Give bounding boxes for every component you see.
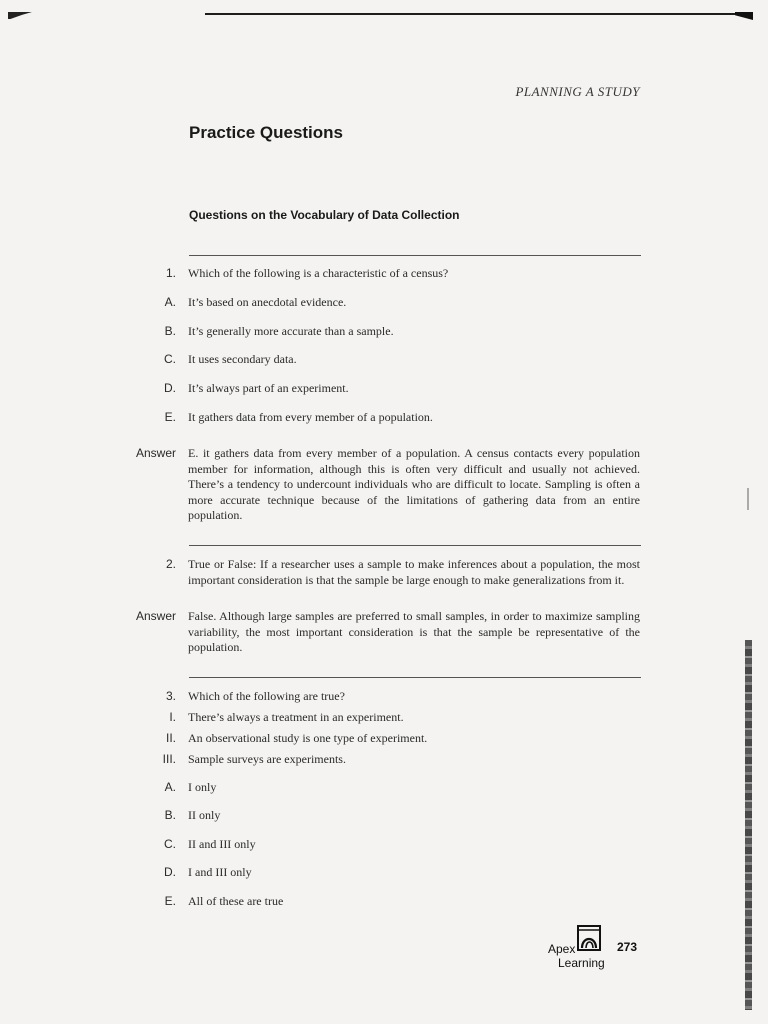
answer-label: Answer [135,446,176,460]
option-letter: B. [164,808,176,822]
page-number: 273 [617,940,638,954]
divider-rule [189,677,641,678]
scan-corner-mark [8,12,32,19]
statement-numeral: II. [165,731,176,745]
option-letter: D. [164,865,176,879]
option-letter: E. [164,894,176,908]
divider-rule [189,545,641,546]
scan-edge-mark [747,488,749,510]
statement-text: Sample surveys are experiments. [188,752,346,766]
option-text: It’s based on anecdotal evidence. [188,295,347,309]
option-text: I and III only [188,865,252,879]
divider-rule [189,255,641,256]
scan-binding-edge [745,640,752,1010]
question-prompt: Which of the following are true? [188,689,345,703]
running-head: PLANNING A STUDY [515,84,640,99]
logo-text-apex: Apex [548,942,576,956]
question-number: 2. [165,557,176,571]
option-text: II only [188,808,221,822]
apex-learning-logo-icon [576,924,602,952]
option-text: II and III only [188,837,256,851]
option-text: It’s always part of an experiment. [188,381,349,395]
option-letter: E. [164,410,176,424]
option-letter: C. [164,352,176,366]
page-title: Practice Questions [189,123,344,142]
section-heading: Questions on the Vocabulary of Data Collection [189,208,460,222]
option-letter: D. [164,381,176,395]
answer-label: Answer [135,609,176,623]
answer-text: False. Although large samples are preferred to small samples, in order to maximize sampling variability, the most important consideration is that the sample be representative of the population. [188,609,640,654]
question-number: 3. [165,689,176,703]
option-text: It gathers data from every member of a population. [188,410,433,424]
question-prompt: True or False: If a researcher uses a sample to make inferences about a population, the most important consideration is that the sample be large enough to make generalizations from it. [188,557,640,587]
answer-text: E. it gathers data from every member of a population. A census contacts every population member for information, although this is often very difficult and usually not achieved. There’s a tendency to undercount individuals who are difficult to locate. Sampling is often a more accurate technique because of the limitations of gathering data from an entire population. [188,446,640,522]
option-text: I only [188,780,217,794]
scan-top-wedge [735,12,753,20]
scan-top-line [205,13,750,15]
option-letter: C. [164,837,176,851]
apex-learning-logo [548,922,608,972]
logo-text-learning: Learning [558,956,605,970]
statement-text: An observational study is one type of experiment. [188,731,428,745]
question-number: 1. [165,266,176,280]
option-letter: A. [164,295,176,309]
statement-numeral: III. [162,752,176,766]
statement-numeral: I. [169,710,176,724]
option-text: It’s generally more accurate than a sample. [188,324,394,338]
option-text: All of these are true [188,894,284,908]
option-letter: B. [164,324,176,338]
option-text: It uses secondary data. [188,352,297,366]
statement-text: There’s always a treatment in an experiment. [188,710,404,724]
question-prompt: Which of the following is a characteristic of a census? [188,266,449,280]
option-letter: A. [164,780,176,794]
